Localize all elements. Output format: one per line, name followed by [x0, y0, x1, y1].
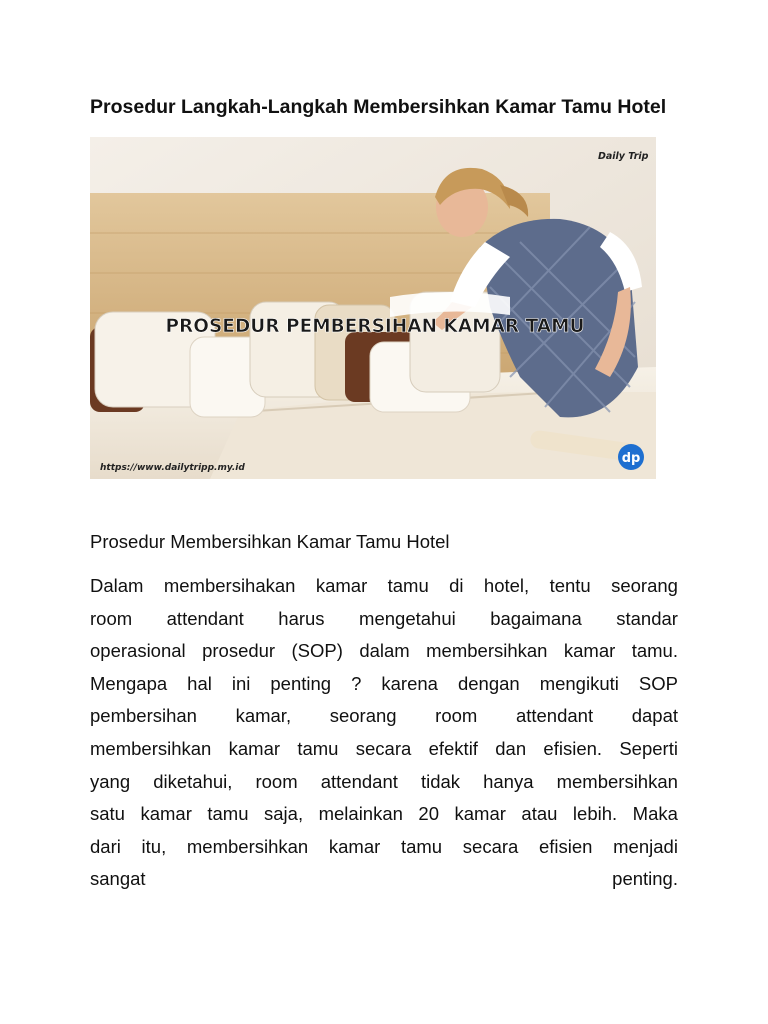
logo-text: dp — [621, 451, 641, 466]
body-paragraph — [90, 570, 678, 896]
paragraph-word: room — [435, 705, 478, 727]
paragraph-word: tamu. — [631, 640, 678, 662]
paragraph-word: saja, — [264, 803, 304, 825]
paragraph-word: tidak — [420, 770, 461, 792]
paragraph-word: yang — [90, 770, 131, 792]
paragraph-word: secara — [462, 835, 519, 857]
paragraph-word: lebih. — [572, 803, 618, 825]
paragraph-word: karena — [381, 672, 438, 694]
paragraph-word: room — [255, 770, 298, 792]
paragraph-word: efisien — [538, 835, 593, 857]
paragraph-word: membersihkan — [90, 737, 212, 759]
paragraph-line — [90, 700, 678, 733]
paragraph-word: mengikuti — [539, 672, 619, 694]
paragraph-word: room — [90, 607, 133, 629]
paragraph-word: dengan — [457, 672, 520, 694]
paragraph-word: prosedur — [202, 640, 276, 662]
paragraph-word: 20 — [418, 803, 439, 825]
source-url: https://www.dailytripp.my.id — [100, 463, 245, 473]
paragraph-word: attendant — [320, 770, 398, 792]
paragraph-word: dan — [495, 737, 527, 759]
paragraph-word: melainkan — [318, 803, 403, 825]
paragraph-line — [90, 733, 678, 766]
paragraph-word: dapat — [631, 705, 678, 727]
paragraph-word: SOP — [638, 672, 678, 694]
overlay-title: PROSEDUR PEMBERSIHAN KAMAR TAMU — [165, 316, 585, 337]
paragraph-word: Maka — [632, 803, 678, 825]
paragraph-word: ? — [351, 672, 362, 694]
paragraph-word: penting. — [612, 868, 678, 890]
paragraph-word: standar — [616, 607, 678, 629]
paragraph-word: efisien. — [543, 737, 603, 759]
paragraph-word: (SOP) — [291, 640, 343, 662]
paragraph-word: penting — [270, 672, 332, 694]
paragraph-line — [90, 635, 678, 668]
paragraph-word: operasional — [90, 640, 186, 662]
paragraph-word: satu — [90, 803, 125, 825]
paragraph-word: tamu — [207, 803, 249, 825]
paragraph-word: dalam — [359, 640, 410, 662]
paragraph-word: tamu — [387, 575, 429, 596]
document-title: Prosedur Langkah-Langkah Membersihkan Kamar Tamu Hotel — [90, 96, 667, 118]
paragraph-word: kamar, — [235, 705, 292, 727]
paragraph-word: membersihkan — [186, 835, 309, 857]
paragraph-word: menjadi — [613, 835, 678, 857]
paragraph-word: Dalam — [90, 575, 144, 596]
paragraph-word: kamar — [454, 803, 506, 825]
paragraph-word: kamar — [315, 575, 368, 596]
paragraph-word: kamar — [140, 803, 192, 825]
paragraph-line — [90, 798, 678, 831]
paragraph-word: mengetahui — [359, 607, 456, 629]
paragraph-line — [90, 570, 678, 603]
paragraph-word: dari — [90, 835, 121, 857]
paragraph-word: membersihakan — [163, 575, 296, 596]
paragraph-word: hal — [187, 672, 212, 694]
paragraph-word: Seperti — [619, 737, 678, 759]
paragraph-word: hotel, — [483, 575, 530, 596]
paragraph-word: kamar — [328, 835, 381, 857]
paragraph-word: ini — [231, 672, 251, 694]
paragraph-word: membersihkan — [556, 770, 678, 792]
paragraph-word: sangat — [90, 868, 146, 890]
paragraph-word: attendant — [166, 607, 244, 629]
paragraph-word: efektif — [428, 737, 478, 759]
paragraph-word: tamu — [400, 835, 443, 857]
hero-image — [90, 137, 656, 479]
paragraph-word: kamar — [228, 737, 281, 759]
paragraph-line — [90, 831, 678, 864]
paragraph-word: hanya — [483, 770, 534, 792]
paragraph-word: di — [449, 575, 464, 596]
paragraph-word: bagaimana — [490, 607, 582, 629]
paragraph-word: tamu — [297, 737, 339, 759]
paragraph-word: atau — [521, 803, 558, 825]
paragraph-word: tentu — [549, 575, 591, 596]
paragraph-word: harus — [278, 607, 325, 629]
dp-logo — [618, 444, 644, 470]
paragraph-word: Mengapa — [90, 672, 168, 694]
paragraph-word: secara — [355, 737, 412, 759]
paragraph-word: seorang — [611, 575, 678, 596]
paragraph-line — [90, 603, 678, 636]
paragraph-word: itu, — [141, 835, 167, 857]
paragraph-word: diketahui, — [153, 770, 233, 792]
paragraph-line — [90, 863, 678, 896]
paragraph-word: attendant — [515, 705, 594, 727]
paragraph-word: seorang — [329, 705, 397, 727]
brand-label: Daily Trip — [598, 151, 649, 162]
paragraph-word: pembersihan — [90, 705, 197, 727]
section-subheading: Prosedur Membersihkan Kamar Tamu Hotel — [90, 531, 450, 552]
paragraph-word: kamar — [563, 640, 616, 662]
paragraph-word: membersihkan — [426, 640, 548, 662]
paragraph-line — [90, 766, 678, 799]
paragraph-line — [90, 668, 678, 701]
